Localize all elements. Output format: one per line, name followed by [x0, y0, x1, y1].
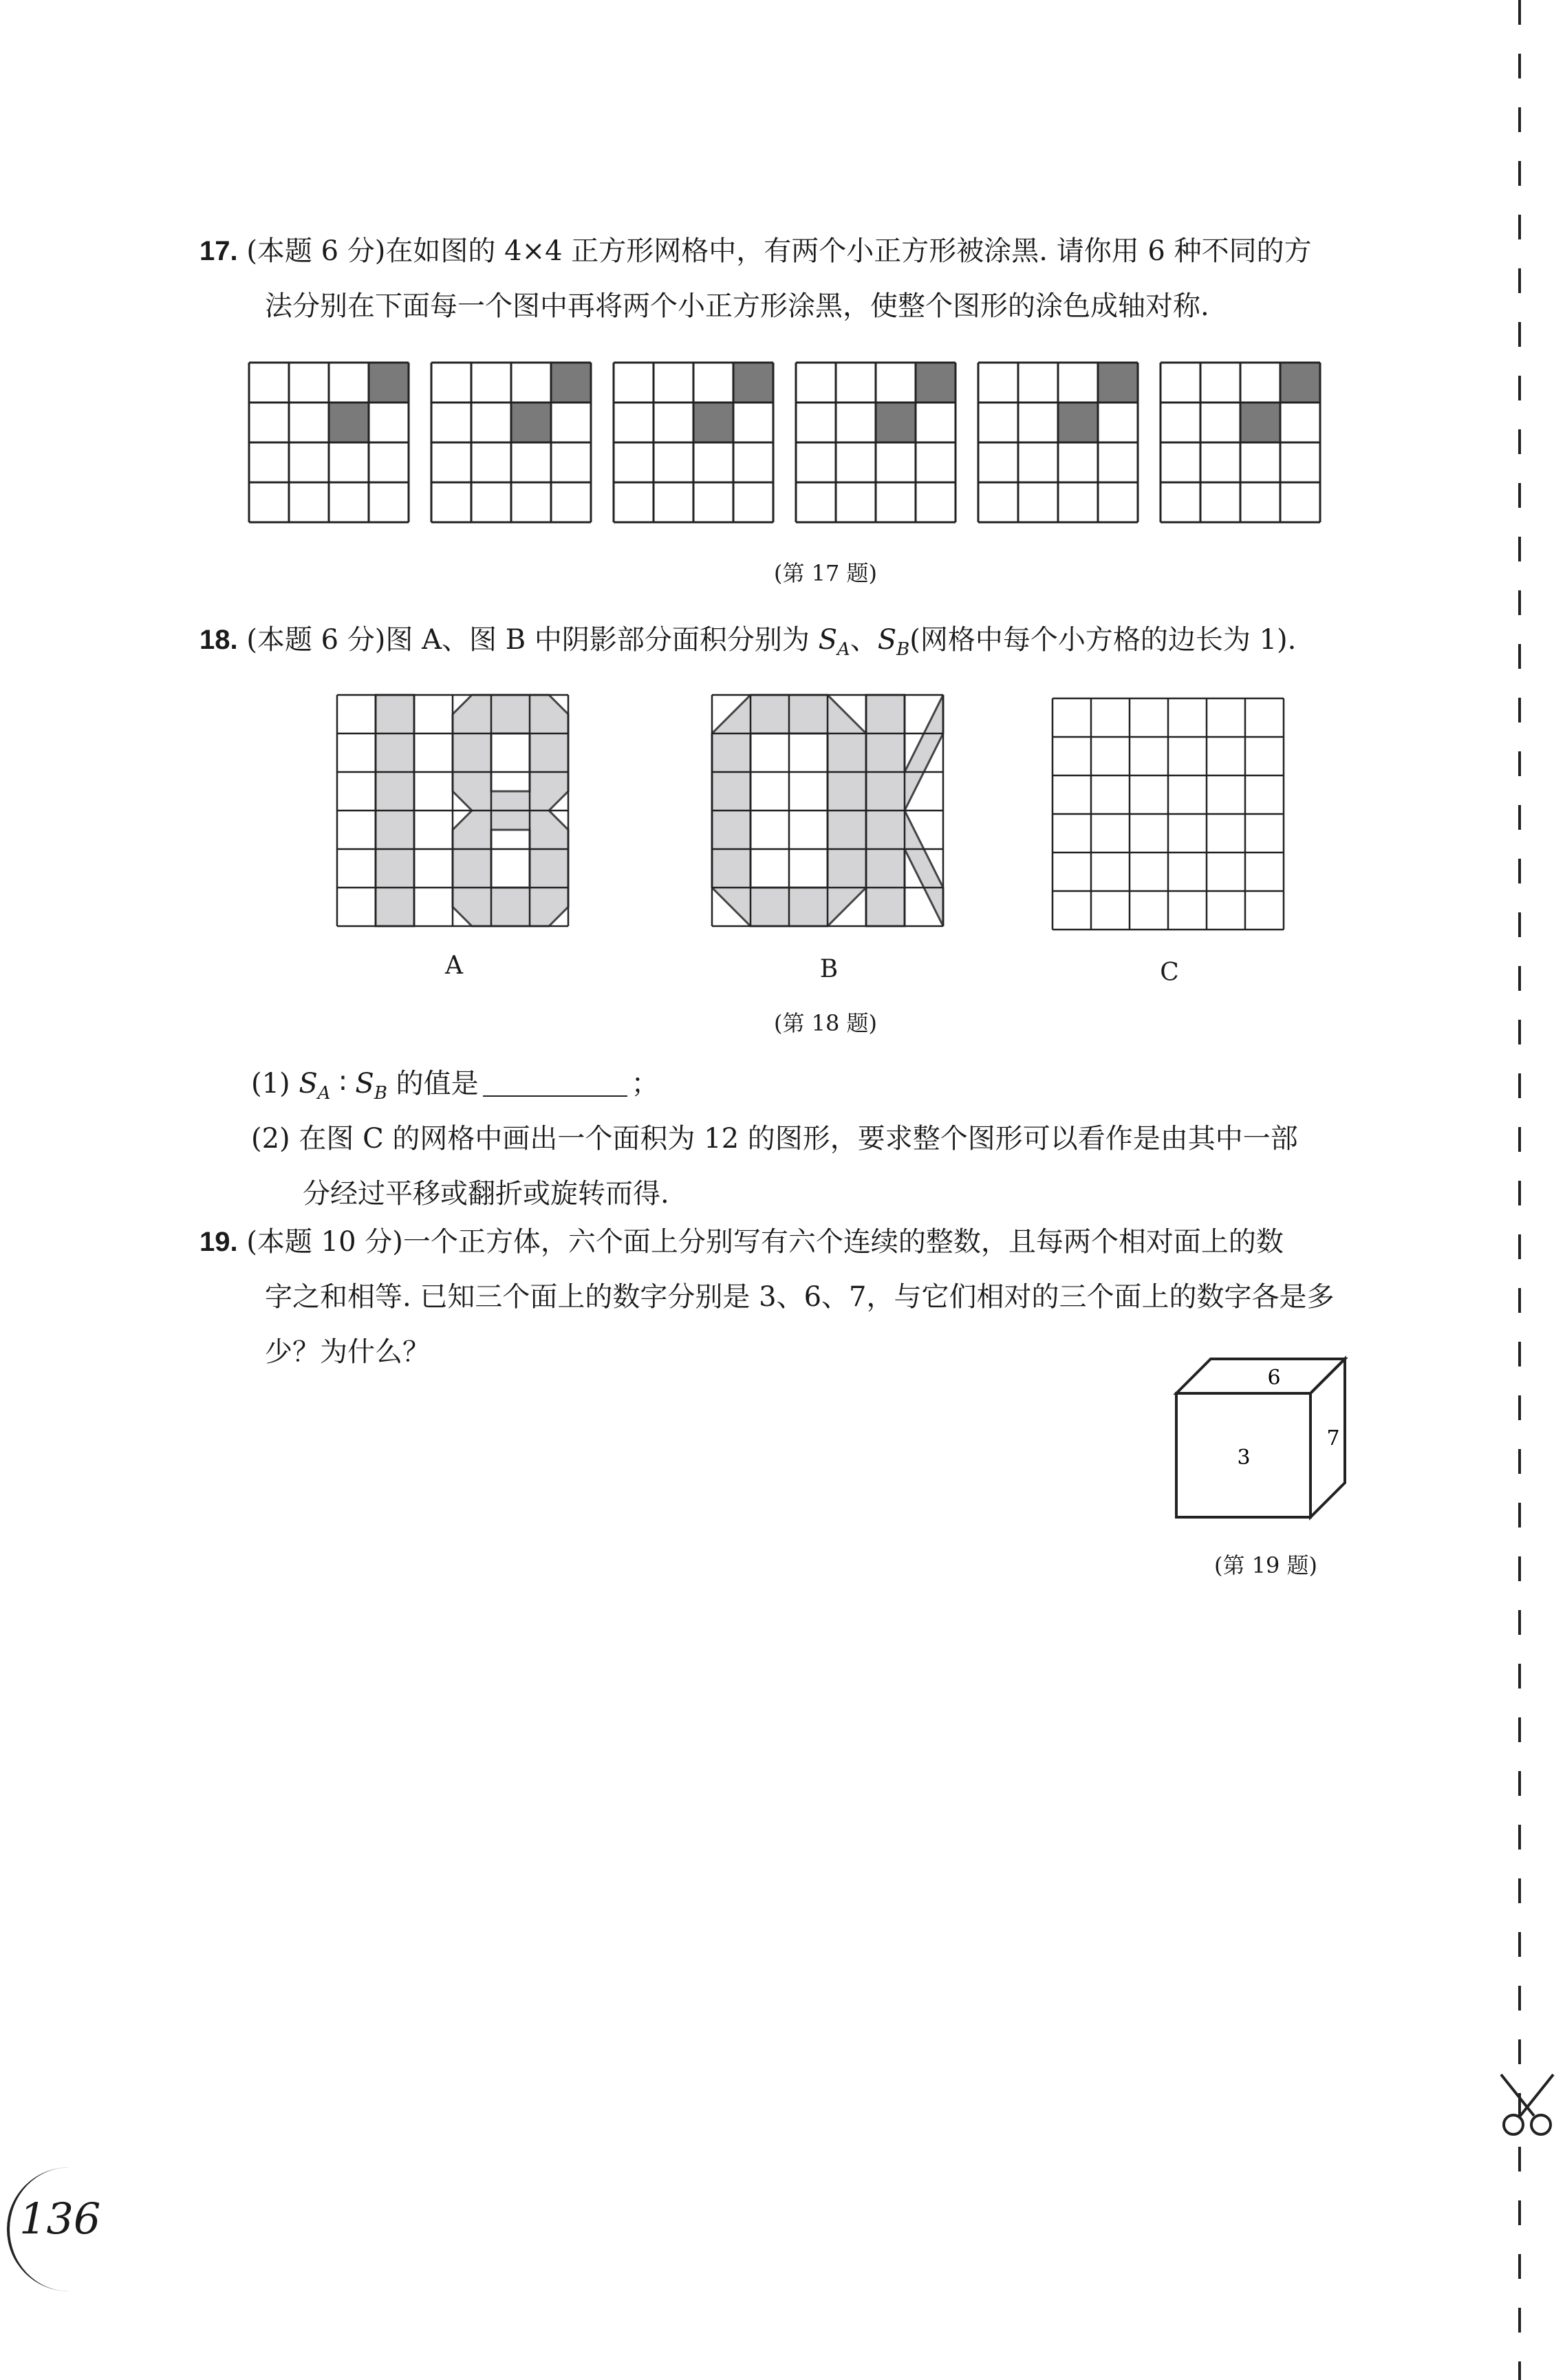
q18-part1-end: ； [631, 1068, 659, 1100]
shaded-cell [916, 363, 956, 403]
q18-sb: $S_B$ [877, 624, 910, 660]
q17-grid[interactable] [977, 361, 1139, 524]
fig-label-b: B [819, 955, 839, 983]
cube-side-number: 7 [1326, 1426, 1340, 1450]
shaded-cell [1058, 403, 1098, 442]
shaded-cell [329, 403, 369, 442]
q18-part2-line1: (2) 在图 C 的网格中画出一个面积为 12 的图形，要求整个图形可以看作是由其中一部 [251, 1123, 1298, 1155]
fig-label-c: C [1160, 958, 1179, 987]
figure-b [712, 695, 946, 929]
shaded-cell [876, 403, 916, 442]
q19-line1: (本题 10 分)一个正方体，六个面上分别写有六个连续的整数，且每两个相对面上的数 [246, 1226, 1284, 1258]
fig-label-a: A [445, 952, 463, 980]
q18-sep: 、 [850, 624, 878, 656]
q18-part2 [251, 1111, 1386, 1221]
q17-grid[interactable] [795, 361, 957, 524]
q19-caption: (第 19 题) [1213, 1552, 1318, 1578]
shaded-cell [551, 363, 591, 403]
q19-number: 19. [199, 1227, 238, 1257]
figure-a [337, 695, 571, 929]
q19-line3: 少？为什么？ [265, 1336, 430, 1368]
q18-number: 18. [199, 625, 238, 655]
q18-part1-pre: (1) [251, 1068, 299, 1100]
shaded-cell [511, 403, 551, 442]
q18-line1-pre: (本题 6 分)图 A、图 B 中阴影部分面积分别为 [246, 624, 819, 656]
q18-line1-post: (网格中每个小方格的边长为 1). [909, 624, 1297, 656]
q18-part1-sa: $S_A$ [299, 1068, 331, 1104]
cube-top-number: 6 [1267, 1366, 1281, 1390]
digit-8-hole-bottom [491, 830, 530, 888]
shaded-cell [1240, 403, 1280, 442]
cut-line [1510, 0, 1551, 2380]
q18-part2-line2: 分经过平移或翻折或旋转而得. [303, 1178, 669, 1210]
shaded-cell [733, 363, 773, 403]
q17-grid[interactable] [248, 361, 410, 524]
q18-caption: (第 18 题) [773, 1010, 878, 1036]
shaded-cell [1098, 363, 1138, 403]
cube-top-face [1176, 1359, 1345, 1393]
q17-caption: (第 17 题) [773, 560, 878, 586]
q17-line2: 法分别在下面每一个图中再将两个小正方形涂黑，使整个图形的涂色成轴对称. [265, 290, 1209, 322]
figure-c [1053, 698, 1286, 932]
scissors-icon [1493, 2071, 1562, 2140]
shaded-cell [693, 403, 733, 442]
q18-part1-colon: ∶ [330, 1068, 356, 1100]
q17-grid[interactable] [1159, 361, 1321, 524]
cube-figure [1169, 1349, 1362, 1527]
q17-grid[interactable] [430, 361, 592, 524]
page-number: 136 [19, 2194, 101, 2244]
q17-grid[interactable] [612, 361, 775, 524]
q17-text [199, 224, 1383, 334]
shaded-cell [369, 363, 409, 403]
answer-blank[interactable] [483, 1068, 627, 1097]
q18-sa: $S_A$ [818, 624, 850, 660]
shaded-cell [1280, 363, 1320, 403]
digit-8-hole-top [491, 733, 530, 791]
q18-text [199, 612, 1383, 677]
q18-part1-sb: $S_B$ [355, 1068, 387, 1104]
q17-number: 17. [199, 236, 238, 266]
q18-part1-post: 的值是 [387, 1068, 479, 1100]
q17-line1: (本题 6 分)在如图的 4×4 正方形网格中，有两个小正方形被涂黑. 请你用 6 种不同的方 [246, 235, 1312, 267]
cube-front-number: 3 [1237, 1446, 1251, 1470]
q19-line2: 字之和相等. 已知三个面上的数字分别是 3、6、7，与它们相对的三个面上的数字各是多 [265, 1281, 1335, 1313]
